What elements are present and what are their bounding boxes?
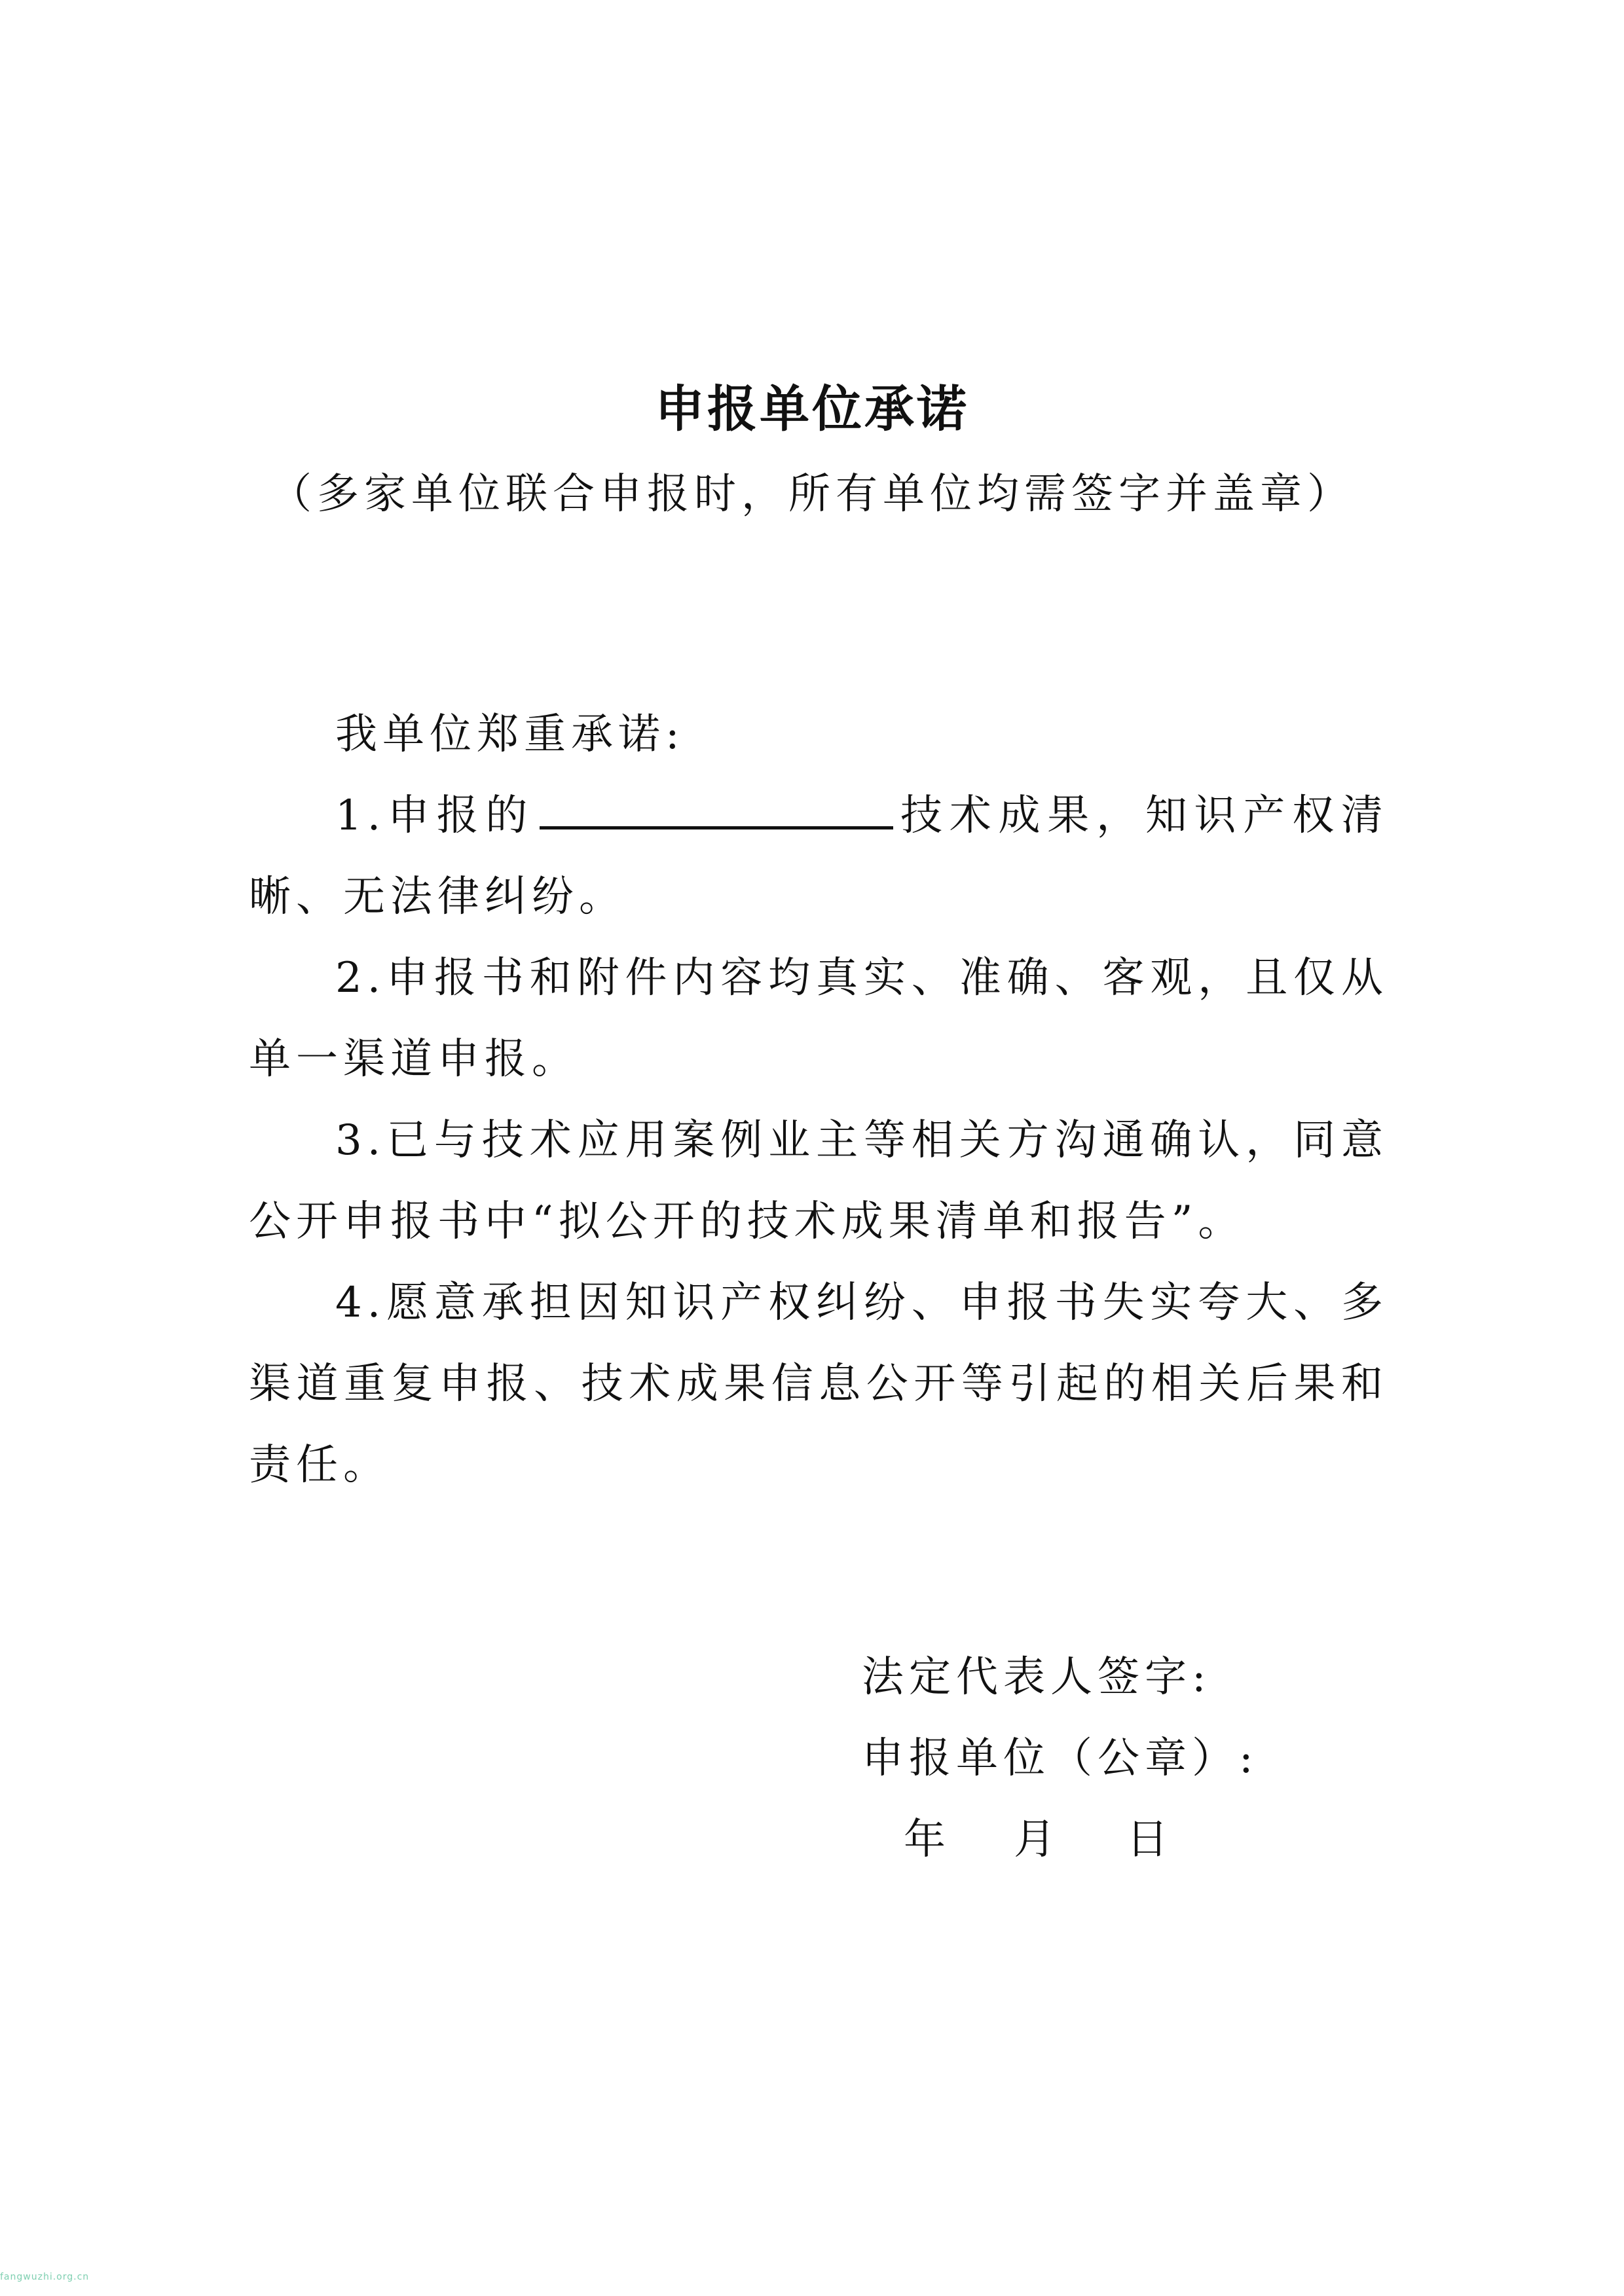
day-label: 日 bbox=[1126, 1815, 1173, 1864]
month-label: 月 bbox=[1014, 1815, 1061, 1864]
signature-block bbox=[862, 1637, 1259, 1880]
document-title: 申报单位承诺 bbox=[655, 380, 969, 438]
item-1-prefix: 1.申报的 bbox=[335, 792, 535, 840]
commitment-item-2: 2.申报书和附件内容均真实、准确、客观，且仅从单一渠道申报。 bbox=[249, 954, 1388, 1084]
date-line bbox=[862, 1799, 1259, 1880]
achievement-name-blank bbox=[540, 780, 893, 829]
year-label: 年 bbox=[904, 1815, 951, 1864]
unit-seal-label: 申报单位（公章）: bbox=[862, 1734, 1259, 1783]
item-1-suffix: 技术成果，知识产权清晰、无法律纠纷。 bbox=[249, 792, 1388, 921]
commitment-intro: 我单位郑重承诺: bbox=[335, 710, 685, 759]
commitment-item-3: 3.已与技术应用案例业主等相关方沟通确认，同意公开申报书中“拟公开的技术成果清单和报告”。 bbox=[249, 1116, 1388, 1246]
legal-rep-signature-label: 法定代表人签字: bbox=[862, 1653, 1211, 1702]
document-subtitle: （多家单位联合申报时，所有单位均需签字并盖章） bbox=[270, 470, 1354, 519]
commitment-item-4: 4.愿意承担因知识产权纠纷、申报书失实夸大、多渠道重复申报、技术成果信息公开等引起的相关后果和责任。 bbox=[249, 1279, 1388, 1489]
commitment-item-1 bbox=[249, 775, 1388, 938]
source-watermark: fangwuzhi.org.cn bbox=[0, 2272, 90, 2282]
commitment-body bbox=[249, 694, 1388, 1506]
